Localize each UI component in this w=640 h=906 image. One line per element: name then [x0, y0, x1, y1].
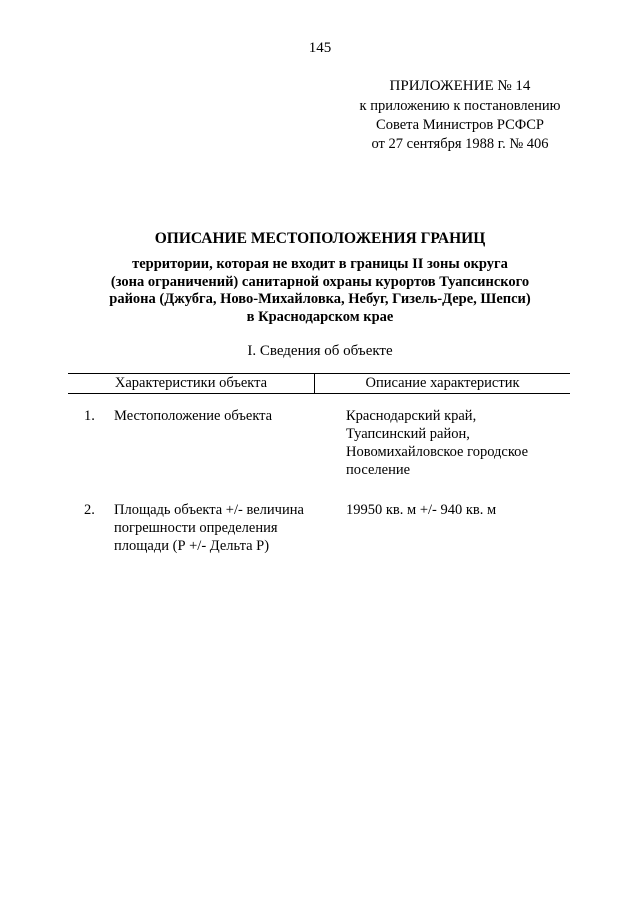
row-number: 1. — [84, 408, 95, 424]
header-characteristics: Характеристики объекта — [114, 375, 268, 391]
appendix-line: к приложению к постановлению — [359, 98, 561, 114]
table-header — [68, 373, 570, 394]
subtitle-line: (зона ограничений) санитарной охраны курортов Туапсинского — [110, 273, 530, 290]
row-description — [346, 501, 570, 555]
section-title: I. Сведения об объекте — [247, 343, 393, 359]
row-description — [346, 407, 570, 479]
appendix-line: от 27 сентября 1988 г. № 406 — [371, 136, 549, 152]
document-subtitle — [90, 256, 550, 326]
description-line: Новомихайловское городское — [346, 444, 529, 460]
subtitle-line: в Краснодарском крае — [246, 308, 394, 325]
subtitle-line: территории, которая не входит в границы II зоны округа — [132, 256, 508, 272]
characteristic-line: погрешности определения — [114, 520, 278, 536]
document-title: ОПИСАНИЕ МЕСТОПОЛОЖЕНИЯ ГРАНИЦ — [154, 230, 486, 247]
table-row — [68, 407, 570, 479]
characteristic-line: Местоположение объекта — [114, 408, 273, 424]
appendix-line: Совета Министров РСФСР — [376, 117, 544, 133]
header-description: Описание характеристик — [314, 374, 570, 393]
row-characteristic — [114, 501, 346, 555]
description-line: 19950 кв. м +/- 940 кв. м — [346, 502, 497, 518]
description-line: поселение — [346, 462, 411, 478]
table-row — [68, 501, 570, 555]
object-table — [68, 373, 570, 555]
appendix-title: ПРИЛОЖЕНИЕ № 14 — [389, 78, 531, 94]
description-line: Краснодарский край, — [346, 408, 477, 424]
subtitle-line: района (Джубга, Ново-Михайловка, Небуг, Гизель-Дере, Шепси) — [109, 291, 531, 307]
characteristic-line: Площадь объекта +/- величина — [114, 502, 304, 518]
page-number: 145 — [308, 40, 332, 56]
characteristic-line: площади (Р +/- Дельта Р) — [114, 538, 270, 554]
row-number: 2. — [84, 502, 95, 518]
appendix-block — [330, 77, 590, 154]
row-characteristic — [114, 407, 346, 479]
description-line: Туапсинский район, — [346, 426, 470, 442]
